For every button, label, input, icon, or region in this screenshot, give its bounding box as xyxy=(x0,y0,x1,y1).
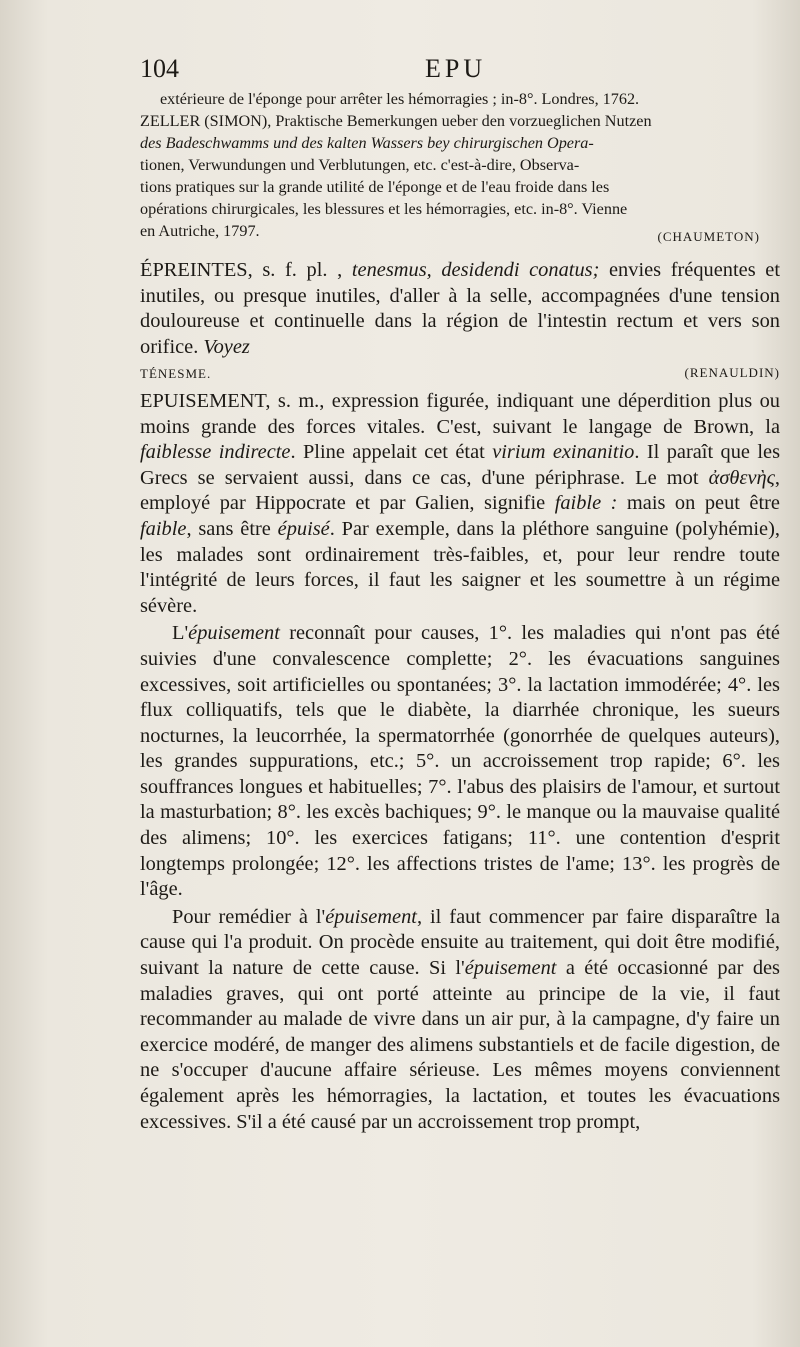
page-header xyxy=(140,54,780,86)
chaumeton-attribution: (CHAUMETON) xyxy=(657,229,760,244)
entry-epreintes xyxy=(140,258,780,387)
epuisement-italic: épuisé xyxy=(277,517,330,540)
epuisement-text: . Il paraît que les Grecs se servaient aussi, dans ce cas, d'une périphrase. Le mot xyxy=(140,441,781,489)
see-reference: TÉNESME. xyxy=(140,366,212,382)
epuisement-italic: faible xyxy=(140,517,187,540)
treatment-paragraph xyxy=(140,905,780,1135)
epuisement-text: . Par exemple, dans la pléthore sanguine (polyhémie), les malades sont ordinairement très-faibles, et, pour leur rendre toute l'intégrité de leurs forces, il faut les saigner et les soumettre à un régime sévère. xyxy=(140,517,780,617)
biblio-line: extérieure de l'éponge pour arrêter les hémorragies ; in-8°. Londres, 1762. xyxy=(160,90,640,108)
epuisement-italic: faible : xyxy=(554,492,618,515)
biblio-line: des Badeschwamms und des kalten Wassers bey chirurgischen Opera- xyxy=(140,134,594,152)
causes-text: L' xyxy=(172,622,189,645)
see-word: Voyez xyxy=(203,335,250,358)
headword-epreintes: ÉPREINTES xyxy=(140,259,248,281)
epuisement-text: . Pline appelait cet état xyxy=(290,441,485,464)
causes-text: reconnaît pour causes, 1°. les maladies qui n'ont pas été suivies d'une convalescence complette; 2°. les évacuations sanguines excessives, soit artificielles ou spontanées; 3°. la lactation immodérée; 4°. les flux colliquatifs, tels que le diabète, la diarrhée chronique, les sueurs nocturnes, la leucorrhée, la spermatorrhée (gonorrhée de quelques auteurs), les grandes suppurations, etc.; 5°. un accroissement trop rapide; 6°. les souffrances longues et habituelles; 7°. l'abus des plaisirs de l'amour, et surtout la masturbation; 8°. les excès bachiques; 9°. le manque ou la mauvaise qualité des alimens; 10°. les exercices fatigans; 11°. une contention d'esprit longtemps prolongée; 12°. les affections tristes de l'ame; 13°. les progrès de l'âge. xyxy=(140,622,780,901)
treatment-text: Pour remédier à l' xyxy=(172,905,326,928)
epuisement-text: , sans être xyxy=(186,517,271,540)
headword-epuisement: EPUISEMENT xyxy=(140,389,266,412)
epuisement-text: , employé par Hippocrate et par Galien, signifie xyxy=(140,466,780,515)
running-head: EPU xyxy=(425,54,487,83)
treatment-italic: épuisement xyxy=(464,957,557,980)
latin-epreintes: tenesmus, desidendi conatus; xyxy=(351,259,600,281)
treatment-italic: épuisement xyxy=(325,905,417,928)
treatment-text: , il faut commencer par faire disparaître la cause qui l'a produit. On procède ensuite au traitement, qui doit être modifié, suivant la nature de cette cause. Si l' xyxy=(140,905,780,980)
biblio-line: ZELLER (SIMON), Praktische Bemerkungen ueber den vorzueglichen Nutzen xyxy=(140,112,652,130)
causes-paragraph xyxy=(140,621,780,903)
biblio-line: opérations chirurgicales, les blessures et les hémorragies, etc. in-8°. Vienne xyxy=(140,200,628,218)
epuisement-text: mais on peut être xyxy=(626,492,780,515)
definition-epreintes: envies fréquentes et inutiles, ou presque inutiles, d'aller à la selle, accompagnées d'une tension douloureuse et continuelle dans la région de l'intestin rectum et vers son orifice. xyxy=(140,259,780,358)
epuisement-text: expression figurée, indiquant une déperdition plus ou moins grande des forces vitales. C'est, suivant le langage de Brown, la xyxy=(140,389,780,438)
article-body xyxy=(140,258,780,1135)
biblio-line: tions pratiques sur la grande utilité de l'éponge et de l'eau froide dans les xyxy=(140,178,610,196)
bibliography-block xyxy=(140,88,780,242)
biblio-line: tionen, Verwundungen und Verblutungen, etc. c'est-à-dire, Observa- xyxy=(140,156,580,174)
treatment-text: a été occasionné par des maladies graves, qui ont porté atteinte au principe de la vie, il faut recommander au malade de vivre dans un air pur, à la campagne, d'y faire un exercice modéré, de manger des alimens substantiels et de facile digestion, de ne s'occuper d'aucune affaire sérieuse. Les mêmes moyens conviennent également après les hémorragies, la lactation, et toutes les évacuations excessives. S'il a été causé par un accroissement trop prompt, xyxy=(140,957,780,1133)
greek-word: ἀσθενὴς xyxy=(708,466,775,489)
causes-italic: épuisement xyxy=(188,622,280,645)
grammar-epuisement: , s. m., xyxy=(265,389,325,412)
biblio-line: en Autriche, 1797. xyxy=(140,222,260,240)
epuisement-italic: virium exinanitio xyxy=(492,441,635,464)
entry-epuisement xyxy=(140,389,780,619)
grammar-epreintes: , s. f. pl. , xyxy=(247,259,343,281)
renauldin-signature: (RENAULDIN) xyxy=(684,365,780,381)
page-number: 104 xyxy=(140,54,179,83)
epuisement-italic: faiblesse indirecte xyxy=(140,441,291,464)
